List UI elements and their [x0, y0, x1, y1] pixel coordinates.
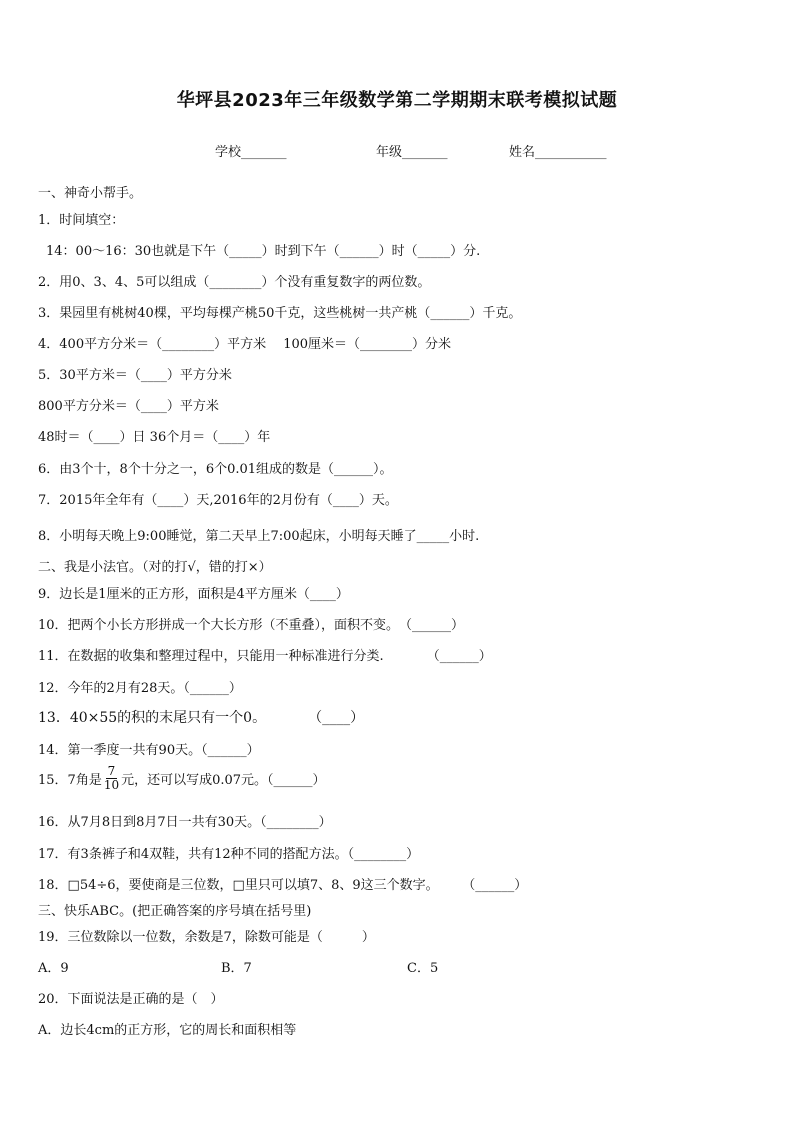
- question-18: 18．□54÷6，要使商是三位数，□里只可以填7、8、9这三个数字。 （______）: [38, 878, 528, 893]
- section-3-heading: 三、快乐ABC。(把正确答案的序号填在括号里): [38, 904, 312, 919]
- fraction-numerator: 7: [107, 764, 116, 778]
- question-15: [38, 765, 326, 792]
- name-field: 姓名___________: [509, 145, 607, 160]
- question-9: 9．边长是1厘米的正方形，面积是4平方厘米（____）: [38, 587, 349, 602]
- question-8: 8．小明每天晚上9:00睡觉，第二天早上7:00起床，小明每天睡了_____小时.: [38, 529, 480, 544]
- section-2-heading: 二、我是小法官。（对的打√，错的打×）: [38, 560, 272, 575]
- question-1-body: 14：00～16：30也就是下午（_____）时到下午（______）时（_____）分.: [46, 244, 481, 259]
- question-1: 1．时间填空：: [38, 213, 125, 228]
- page-title: 华坪县2023年三年级数学第二学期期末联考模拟试题: [176, 90, 618, 111]
- section-1-heading: 一、神奇小帮手。: [38, 186, 143, 201]
- question-19-option-a: A．9: [38, 961, 69, 976]
- fraction-denominator: 10: [103, 778, 120, 792]
- question-4: 4．400平方分米＝（________）平方米 100厘米＝（________）分米: [38, 337, 452, 352]
- question-5-line-2: 800平方分米＝（____）平方米: [38, 399, 219, 414]
- question-20-option-a: A．边长4cm的正方形，它的周长和面积相等: [38, 1023, 297, 1038]
- question-12: 12．今年的2月有28天。（______）: [38, 681, 242, 696]
- question-17: 17．有3条裤子和4双鞋，共有12种不同的搭配方法。（________）: [38, 847, 420, 862]
- question-15-tail: 元，还可以写成0.07元。（______）: [121, 773, 326, 788]
- question-6: 6．由3个十，8个十分之一，6个0.01组成的数是（______）。: [38, 462, 393, 477]
- question-2: 2．用0、3、4、5可以组成（________）个没有重复数字的两位数。: [38, 275, 431, 290]
- question-16: 16．从7月8日到8月7日一共有30天。（________）: [38, 815, 332, 830]
- question-15-lead: 15．7角是: [38, 773, 102, 788]
- question-14: 14．第一季度一共有90天。（______）: [38, 743, 260, 758]
- grade-field: 年级_______: [376, 145, 448, 160]
- question-11: 11．在数据的收集和整理过程中，只能用一种标准进行分类. （______）: [38, 649, 492, 664]
- question-10: 10．把两个小长方形拼成一个大长方形（不重叠），面积不变。 （______）: [38, 618, 465, 633]
- question-5: 5．30平方米＝（____）平方分米: [38, 368, 232, 383]
- question-19: 19．三位数除以一位数，余数是7，除数可能是（ ）: [38, 930, 375, 945]
- question-20: 20．下面说法是正确的是（ ）: [38, 992, 224, 1007]
- question-3: 3．果园里有桃树40棵，平均每棵产桃50千克，这些桃树一共产桃（______）千克。: [38, 306, 522, 321]
- question-19-option-c: C．5: [407, 961, 439, 976]
- question-13: 13．40×55的积的末尾只有一个0。 （____）: [38, 710, 365, 726]
- school-field: 学校_______: [215, 145, 287, 160]
- question-5-line-3: 48时＝（____）日 36个月＝（____）年: [38, 430, 271, 445]
- question-7: 7．2015年全年有（____）天,2016年的2月份有（____）天。: [38, 493, 398, 508]
- fraction-seven-tenths: [104, 765, 119, 792]
- question-19-option-b: B．7: [221, 961, 252, 976]
